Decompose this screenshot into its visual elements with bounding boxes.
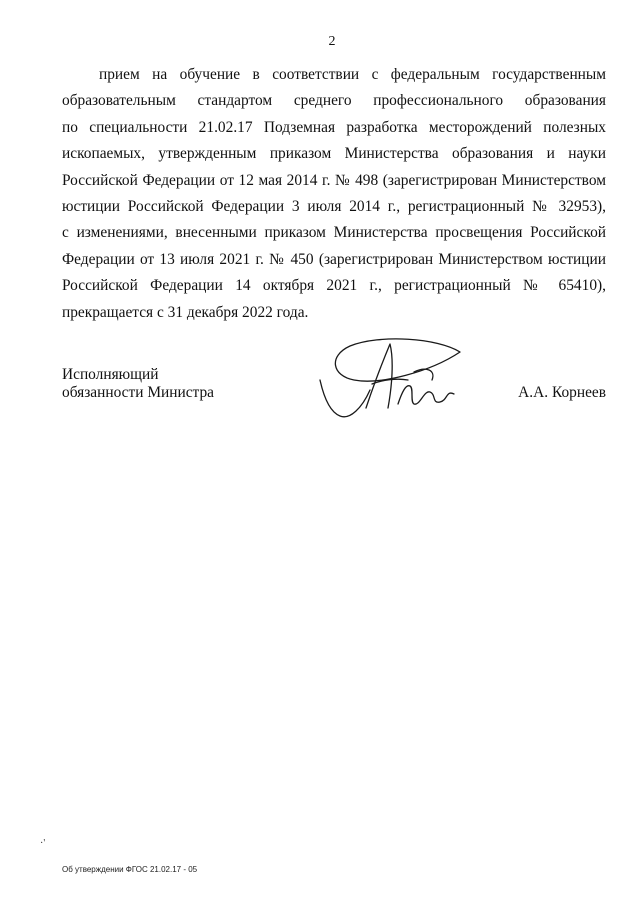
paragraph-line: по специальности 21.02.17 Подземная разработка месторождений полезных (62, 118, 606, 136)
paragraph-line: прекращается с 31 декабря 2022 года. (62, 303, 309, 321)
scan-mark: ·' (40, 838, 46, 849)
body-paragraph (62, 62, 606, 326)
signer-title-line: Исполняющий (62, 366, 159, 383)
paragraph-line: Федерации от 13 июля 2021 г. № 450 (зарегистрирован Министерством юстиции (62, 250, 606, 268)
paragraph-line: юстиции Российской Федерации 3 июля 2014 г., регистрационный № 32953), (62, 197, 606, 215)
paragraph-line: образовательным стандартом среднего профессионального образования (62, 92, 606, 110)
signer-title-line: обязанности Министра (62, 384, 214, 401)
page-number: 2 (328, 34, 336, 49)
paragraph-line: прием на обучение в соответствии с федеральным государственным (99, 66, 606, 83)
signer-title (62, 366, 214, 402)
paragraph-line: Российской Федерации от 12 мая 2014 г. № 498 (зарегистрирован Министерством (62, 171, 606, 189)
paragraph-line: ископаемых, утвержденным приказом Министерства образования и науки (62, 145, 606, 163)
handwritten-signature (310, 330, 475, 430)
paragraph-line: с изменениями, внесенными приказом Министерства просвещения Российской (62, 224, 606, 242)
document-code: Об утверждении ФГОС 21.02.17 - 05 (62, 865, 198, 874)
paragraph-line: Российской Федерации 14 октября 2021 г., регистрационный № 65410), (62, 277, 606, 295)
signer-name: А.А. Корнеев (518, 384, 606, 401)
